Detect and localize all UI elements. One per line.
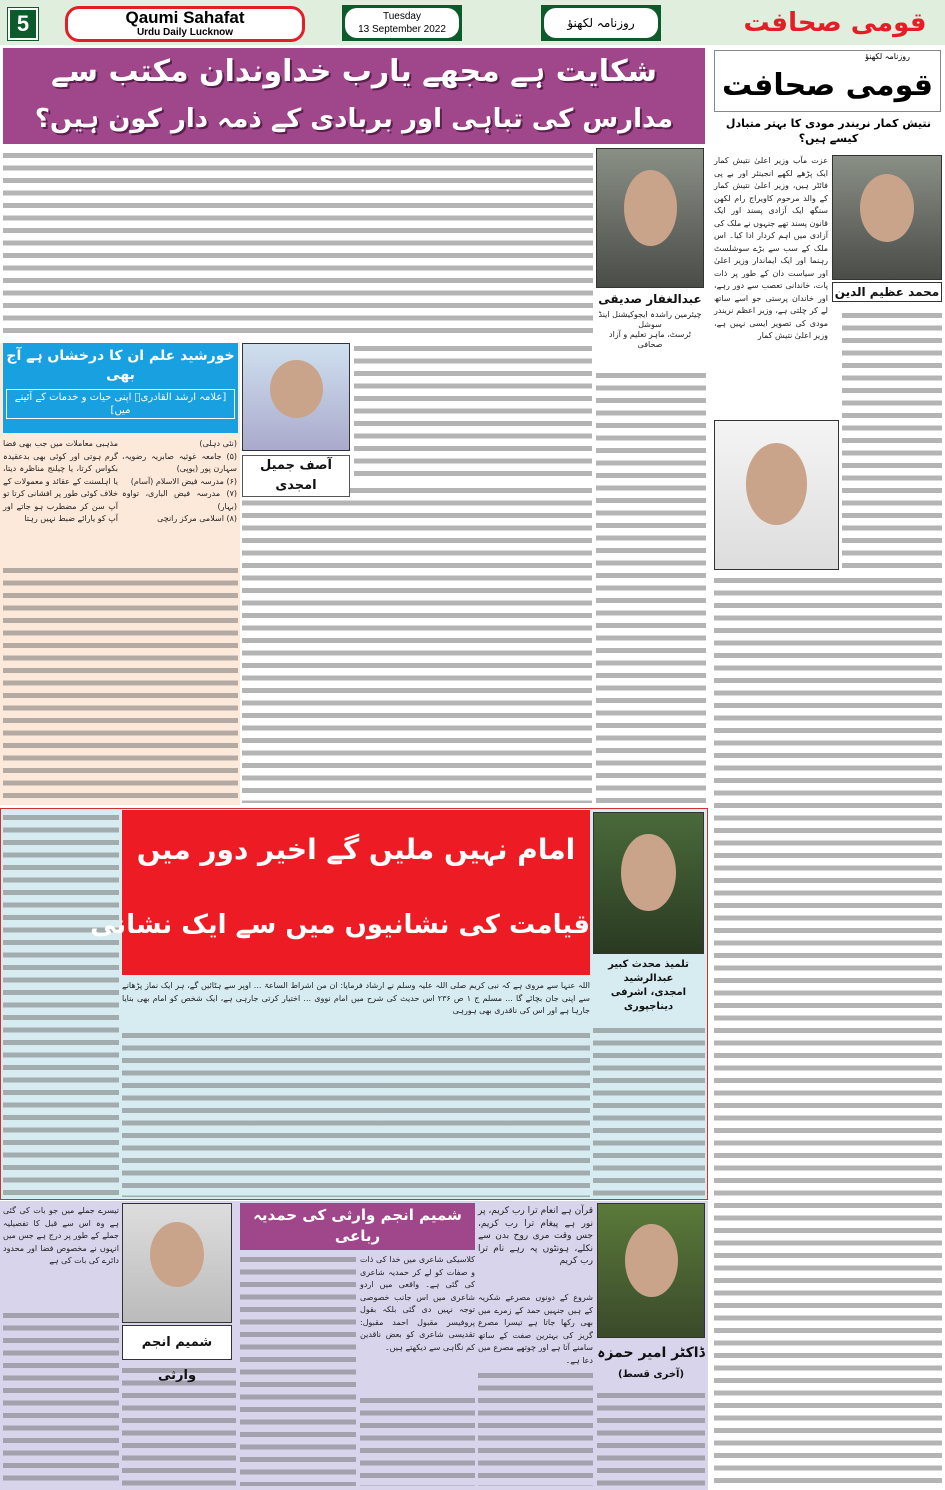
author-photo-asif	[242, 343, 350, 451]
list-item: (نئی دہلی)	[199, 439, 237, 448]
imam-headline-line1: امام نہیں ملیں گے اخیر دور میں	[136, 833, 576, 866]
list-item: (۷) مدرسہ فیض الباری، تواوہ (بہار)	[122, 489, 237, 511]
ruba-body-cont	[478, 1370, 593, 1486]
right-article-intro: عزت مآب وزیر اعلیٰ نتیش کمار ایک پڑھے لکھے انجینئر اور بے پی فائٹر ہیں، وزیر اعلیٰ نتیش کمار کے والد مرحوم کاویراج رام لکھن سنگھ ایک آزادی پسند اور ایک قانون پسند تھے جنہوں نے ملک کی آزادی میں اہم کردار ادا کیا۔ اس ملک کے سب سے بڑے سوشلسٹ رہنما اور ایک ایماندار وزیر اعلیٰ اور سیاست دان کے طور پر ذات پات، خاندانی تعصب سے دور رہے، اور خاندان پرستی جو اسے ساتھ لے کر چلتی ہے، وزیر اعظم نریندر مودی کی تصویر ایسی نہیں ہے، وزیر اعلیٰ نتیش کمار	[714, 155, 828, 343]
author-name: عبدالغفار صدیقی	[598, 292, 702, 306]
lead-article-body	[3, 150, 593, 340]
lead-headline-line1: شکایت ہے مجھے یارب خداوندان مکتب سے	[50, 54, 658, 89]
lead-headline	[3, 48, 705, 144]
feature-headline: خورشید علم ان کا درخشاں ہے آج بھی	[6, 348, 235, 383]
right-article-body	[714, 575, 942, 1485]
roznama-label: روزنامہ لکھنؤ	[544, 8, 658, 38]
feature-body-cont	[3, 565, 238, 803]
ruba-verse: قرآن ہے انعام ترا رب کریم، پر نور ہے پیغام ترا رب کریم، جس وقت مری روح بدن سے نکلے، ہونٹوں پہ رہے نام ترا رب کریم	[478, 1206, 593, 1266]
author-title-line: ٹرسٹ، ماہر تعلیم و آزاد صحافی	[609, 330, 691, 349]
author-photo-azimuddin	[832, 155, 942, 280]
imam-body-cont	[3, 812, 119, 1197]
author-title	[596, 310, 704, 350]
imam-headline-line2: قیامت کی نشانیوں میں سے ایک نشانی	[90, 910, 590, 940]
imam-body: اللہ عنہا سے مروی ہے کہ نبی کریم صلی اللہ علیہ وسلم نے ارشاد فرمایا: ان من اشراط الساعۃ ... اوپر سے ہٹائیں گے، ہر ایک نماز پڑھانے سے اپنی جان بچائے گا ... مسلم ج ۱ ص ۲۳۶ اس حدیث کی شرح میں امام نووی ... اختیار کرتی جارہی ہے، ایک شخص کو امام بھی بنایا جارہا ہے اور اس کی ناقدری بھی ہورہی	[122, 980, 590, 1018]
feature-body: مذہبی معاملات میں جب بھی فضا گرم ہوتی اور کوئی بھی بدعقیدہ بکواس کرتا، یا چیلنج مناظرہ دیتا، یا اہلسنت کے عقائد و معمولات کے خلاف کوئی طور پر افشانی کرتا تو آپ سن کر مضطرب ہو جاتے اور آپ کو یارائے ضبط نہیں رہتا	[3, 438, 118, 526]
day: Tuesday	[383, 11, 421, 22]
ruba-body-b: کلاسیکی شاعری میں خدا کی ذات و صفات کو لے کر حمدیہ شاعری کی گئی ہے۔ واقعی میں اردو شاعری میں اس جانب خصوصی توجہ نہیں دی گئی بلکہ بقول پروفیسر مقبول احمد مقبول: تقدیسی شاعری کو بعض ناقدین کم نگاہی سے دیکھتے ہیں۔	[360, 1254, 475, 1354]
english-subtitle: Urdu Daily Lucknow	[136, 27, 234, 38]
imam-headline	[90, 810, 590, 975]
author-photo-imam	[593, 812, 704, 954]
urdu-logo: قومی صحافت	[743, 8, 927, 38]
right-headline: نتیش کمار نریندر مودی کا بہتر متبادل کیسے ہیں؟	[725, 117, 932, 145]
lead-article-body-cont	[596, 370, 706, 803]
roznama-box	[541, 5, 661, 41]
lead-headline-line2: مدارس کی تباہی اور بربادی کے ذمہ دار کون ہیں؟	[34, 104, 674, 134]
ruba-body-cont	[240, 1254, 356, 1486]
poet-name: شمیم انجم وارثی	[122, 1325, 232, 1360]
author-photo-abdul-ghaffar	[596, 148, 704, 288]
ruba-body-a: شروع کے دونوں مصرعے شکریہ کے ہیں جنہیں حمد کے زمرے میں بھی رکھا جاتا ہے تیسرا مصرع گریز کی بہترین صفت کے ساتھ سامنے آتا ہے اور چوتھے مصرع میں دعا ہے۔	[478, 1292, 593, 1367]
ruba-headline: شمیم انجم وارثی کی حمدیہ رباعی	[240, 1203, 475, 1250]
date-box	[342, 5, 462, 41]
feature-author-name: آصف جمیل امجدی	[242, 455, 350, 497]
ruba-author-name: ڈاکٹر امیر حمزہ	[597, 1345, 705, 1361]
installment-label: (آخری قسط)	[617, 1369, 685, 1380]
list-item: (۵) جامعہ غوثیہ صابریہ رضویہ، سہارن پور (یوپی)	[122, 451, 237, 473]
right-article-body	[842, 310, 942, 570]
page-number: 5	[8, 8, 38, 40]
lead-article-body-cont	[242, 485, 592, 803]
list-item: (۶) مدرسہ فیض الاسلام (آسام)	[130, 476, 237, 486]
imam-author	[593, 958, 704, 1014]
imam-author-line: تلمیذ محدث کبیر عبدالرشید	[608, 959, 689, 984]
list-item: (۸) اسلامی مرکز رانچی	[157, 514, 237, 523]
imam-body-cont	[593, 1025, 705, 1197]
lead-article-body-cont	[354, 343, 592, 481]
right-author-name: محمد عظیم الدین	[832, 282, 942, 302]
ruba-body-c: تیسرے جملے میں جو بات کی گئی ہے وہ اس سے قبل کا تفصیلیہ جملے کے طور پر درج ہے جس میں انہوں نے مخصوص فضا اور محدود دائرے کی بات کی ہے	[3, 1205, 119, 1268]
ruba-body-cont	[597, 1390, 705, 1486]
ruba-body-cont	[360, 1395, 475, 1486]
english-title: Qaumi Sahafat	[125, 8, 245, 27]
feature-subheadline: [علامہ ارشد القادریؒ اپنی حیات و خدمات کے آئینے میں]	[6, 389, 235, 419]
ruba-body-cont	[3, 1310, 119, 1486]
imam-author-line: امجدی، اشرفی دیناجپوری	[610, 987, 687, 1012]
date: 13 September 2022	[358, 24, 446, 35]
imam-body-cont	[122, 1030, 590, 1197]
author-title-line: چیئرمین راشدہ ایجوکیشنل اینڈ سوشل	[598, 310, 702, 329]
feature-headline-box	[3, 343, 238, 433]
feature-list	[122, 438, 237, 526]
logo-text: قومی صحافت	[721, 68, 934, 103]
author-photo-amir-hamza	[597, 1203, 705, 1338]
right-logo	[714, 50, 941, 112]
poet-photo	[122, 1203, 232, 1323]
logo-small: روزنامہ لکھنؤ	[865, 52, 910, 61]
nitish-kumar-photo	[714, 420, 839, 570]
english-title-box	[65, 6, 305, 42]
